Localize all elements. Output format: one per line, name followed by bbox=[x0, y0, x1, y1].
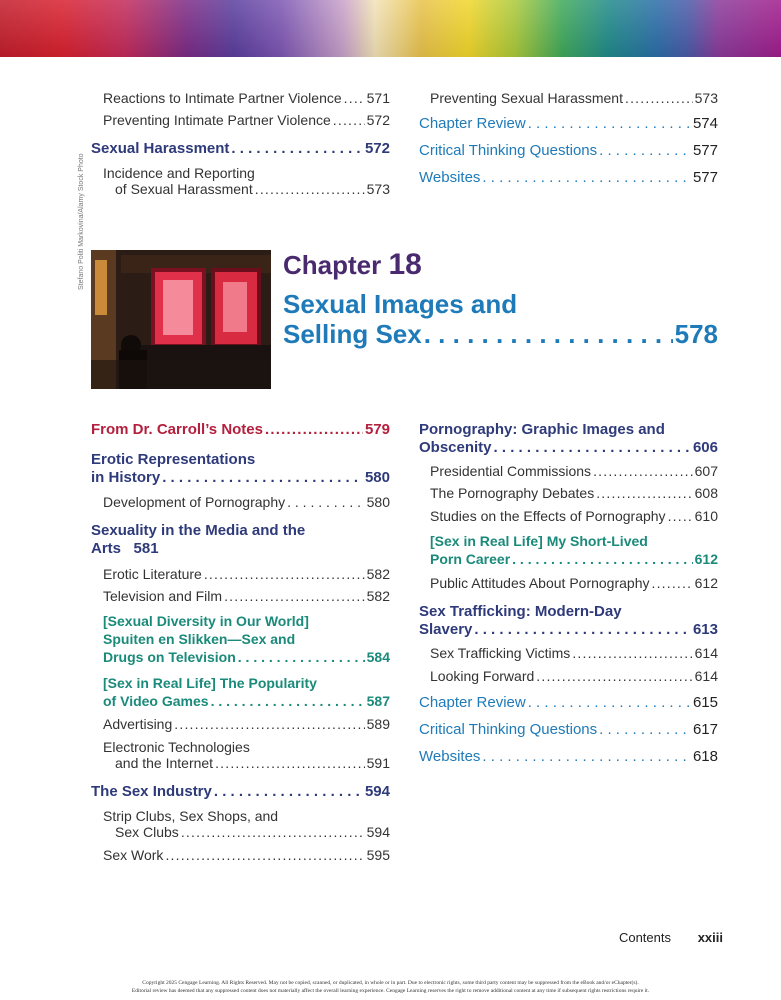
feature-box-label: [Sex in Real Life] The Popularity bbox=[103, 675, 317, 691]
toc-entry[interactable]: Reactions to Intimate Partner Violence ..... 571 bbox=[103, 90, 390, 106]
toc-feature-entry[interactable]: of Video Games . . . 587 bbox=[103, 693, 390, 709]
chapter-photo bbox=[91, 250, 271, 389]
red-light-window-image bbox=[91, 250, 271, 389]
toc-section-heading: Erotic Representations bbox=[91, 451, 256, 468]
toc-entry[interactable]: Studies on the Effects of Pornography ..... 610 bbox=[430, 508, 718, 524]
toc-carroll-notes[interactable]: From Dr. Carroll’s Notes ..... 579 bbox=[91, 421, 390, 438]
footer-contents-label: Contents bbox=[618, 930, 671, 945]
feature-box-title: Spuiten en Slikken—Sex and bbox=[103, 631, 296, 647]
toc-entry[interactable]: Sex Work ..... 595 bbox=[103, 847, 390, 863]
toc-entry-line1: Electronic Technologies bbox=[103, 739, 250, 755]
toc-critical-thinking[interactable]: Critical Thinking Questions . . . 577 bbox=[419, 142, 718, 159]
header-color-banner bbox=[0, 0, 781, 57]
toc-section-heading[interactable]: The Sex Industry . . . 594 bbox=[91, 783, 390, 800]
toc-entry[interactable]: Advertising ..... 589 bbox=[103, 716, 390, 732]
chapter-number: 18 bbox=[388, 248, 422, 281]
toc-entry[interactable]: Television and Film ..... 582 bbox=[103, 588, 390, 604]
photo-credit: Stefano Politi Markovina/Alamy Stock Photo bbox=[78, 153, 85, 290]
toc-entry[interactable]: Sex Trafficking Victims ..... 614 bbox=[430, 645, 718, 661]
copyright-notice: Copyright 2025 Cengage Learning. All Rights Reserved. May not be copied, scanned, or duplicated, in whole or in part. Due to electronic rights, some third party content may be suppressed from the eBook and/or eChapter(s). Editorial review has deemed that any suppressed content does not materially affect the overall learning experience. Cengage Learning reserves the right to remove additional content at any time if subsequent rights restrictions require it. bbox=[131, 980, 650, 994]
footer-page-number: xxiii bbox=[697, 930, 723, 945]
toc-entry[interactable]: Erotic Literature ..... 582 bbox=[103, 566, 390, 582]
chapter-label: Chapter 18 bbox=[283, 248, 422, 281]
toc-entry[interactable]: and the Internet ..... 591 bbox=[115, 755, 390, 771]
toc-section-heading: Pornography: Graphic Images and bbox=[419, 421, 665, 438]
toc-chapter-review[interactable]: Chapter Review . . . 615 bbox=[419, 694, 718, 711]
toc-chapter-review[interactable]: Chapter Review . . . 574 bbox=[419, 115, 718, 132]
toc-section-heading[interactable]: in History . . . 580 bbox=[91, 469, 390, 486]
toc-entry-line1: Incidence and Reporting bbox=[103, 165, 255, 181]
feature-box-label: [Sexual Diversity in Our World] bbox=[103, 613, 309, 629]
toc-feature-entry[interactable]: Porn Career . . . 612 bbox=[430, 551, 718, 567]
chapter-title-line2[interactable]: Selling Sex . . . 578 bbox=[283, 319, 718, 350]
toc-websites[interactable]: Websites . . . 618 bbox=[419, 748, 718, 765]
toc-entry[interactable]: Preventing Intimate Partner Violence ..... 572 bbox=[103, 112, 390, 128]
toc-entry[interactable]: Public Attitudes About Pornography ..... 612 bbox=[430, 575, 718, 591]
toc-section-heading: Sex Trafficking: Modern-Day bbox=[419, 603, 622, 620]
toc-websites[interactable]: Websites . . . 577 bbox=[419, 169, 718, 186]
toc-critical-thinking[interactable]: Critical Thinking Questions . . . 617 bbox=[419, 721, 718, 738]
chapter-title-line1: Sexual Images and bbox=[283, 289, 518, 319]
toc-entry[interactable]: Preventing Sexual Harassment ..... 573 bbox=[430, 90, 718, 106]
toc-entry[interactable]: Sex Clubs ..... 594 bbox=[115, 824, 390, 840]
toc-entry[interactable]: Development of Pornography . . . 580 bbox=[103, 494, 390, 510]
toc-section-heading[interactable]: Obscenity . . . 606 bbox=[419, 439, 718, 456]
toc-section-heading[interactable]: Arts 581 bbox=[91, 540, 159, 557]
feature-box-label: [Sex in Real Life] My Short-Lived bbox=[430, 533, 648, 549]
toc-feature-entry[interactable]: Drugs on Television . . . 584 bbox=[103, 649, 390, 665]
toc-entry[interactable]: Presidential Commissions ..... 607 bbox=[430, 463, 718, 479]
toc-entry[interactable]: The Pornography Debates ..... 608 bbox=[430, 485, 718, 501]
toc-section-heading: Sexuality in the Media and the bbox=[91, 522, 306, 539]
toc-entry[interactable]: of Sexual Harassment ..... 573 bbox=[115, 181, 390, 197]
toc-entry[interactable]: Looking Forward ..... 614 bbox=[430, 668, 718, 684]
toc-section-heading[interactable]: Slavery . . . 613 bbox=[419, 621, 718, 638]
toc-entry-line1: Strip Clubs, Sex Shops, and bbox=[103, 808, 279, 824]
toc-section-heading[interactable]: Sexual Harassment . . . 572 bbox=[91, 140, 390, 157]
